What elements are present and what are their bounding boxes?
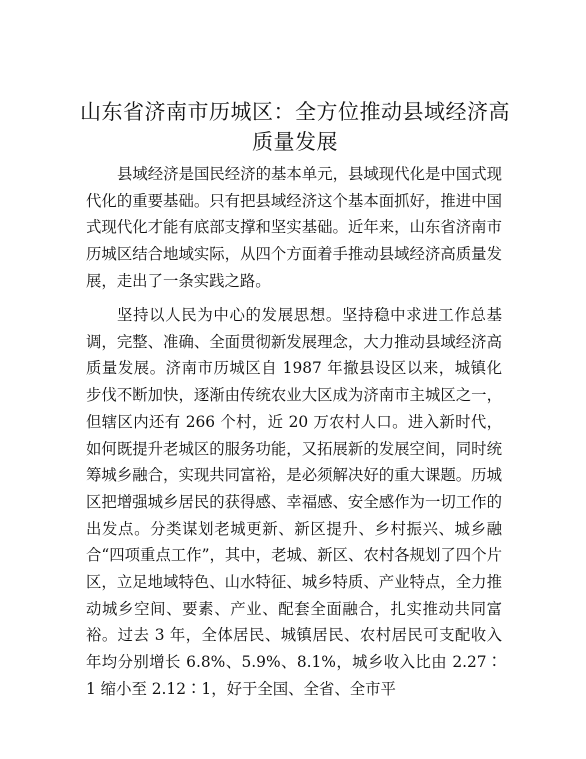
- paragraph-intro: 县域经济是国民经济的基本单元，县域现代化是中国式现代化的重要基础。只有把县域经济这个基本面抓好，推进中国式现代化才能有底部支撑和坚实基础。近年来，山东省济南市历城区结合地域实际，从四个方面着手推动县域经济高质量发展，走出了一条实践之路。: [86, 165, 502, 290]
- paragraph-people-centered: 坚持以人民为中心的发展思想。坚持稳中求进工作总基调，完整、准确、全面贯彻新发展理念，大力推动县域经济高质量发展。济南市历城区自 1987 年撤县设区以来，城镇化步伐不断加快，逐渐由传统农业大区成为济南市主城区之一，但辖区内还有 266 个村，近 20 万农村人口。进入新时代，如何既提升老城区的服务功能，又拓展新的发展空间，同时统筹城乡融合，实现共同富裕，是必须解决好的重大课题。历城区把增强城乡居民的获得感、幸福感、安全感作为一切工作的出发点。分类谋划老城更新、新区提升、乡村振兴、城乡融合“四项重点工作”，其中，老城、新区、农村各规划了四个片区，立足地域特色、山水特征、城乡特质、产业特点，全力推动城乡空间、要素、产业、配套全面融合，扎实推动共同富裕。过去 3 年，全体居民、城镇居民、农村居民可支配收入年均分别增长 6.8%、5.9%、8.1%，城乡收入比由 2.27∶1 缩小至 2.12∶1，好于全国、全省、全市平: [86, 306, 502, 698]
- document-title: 山东省济南市历城区：全方位推动县域经济高质量发展: [80, 100, 510, 154]
